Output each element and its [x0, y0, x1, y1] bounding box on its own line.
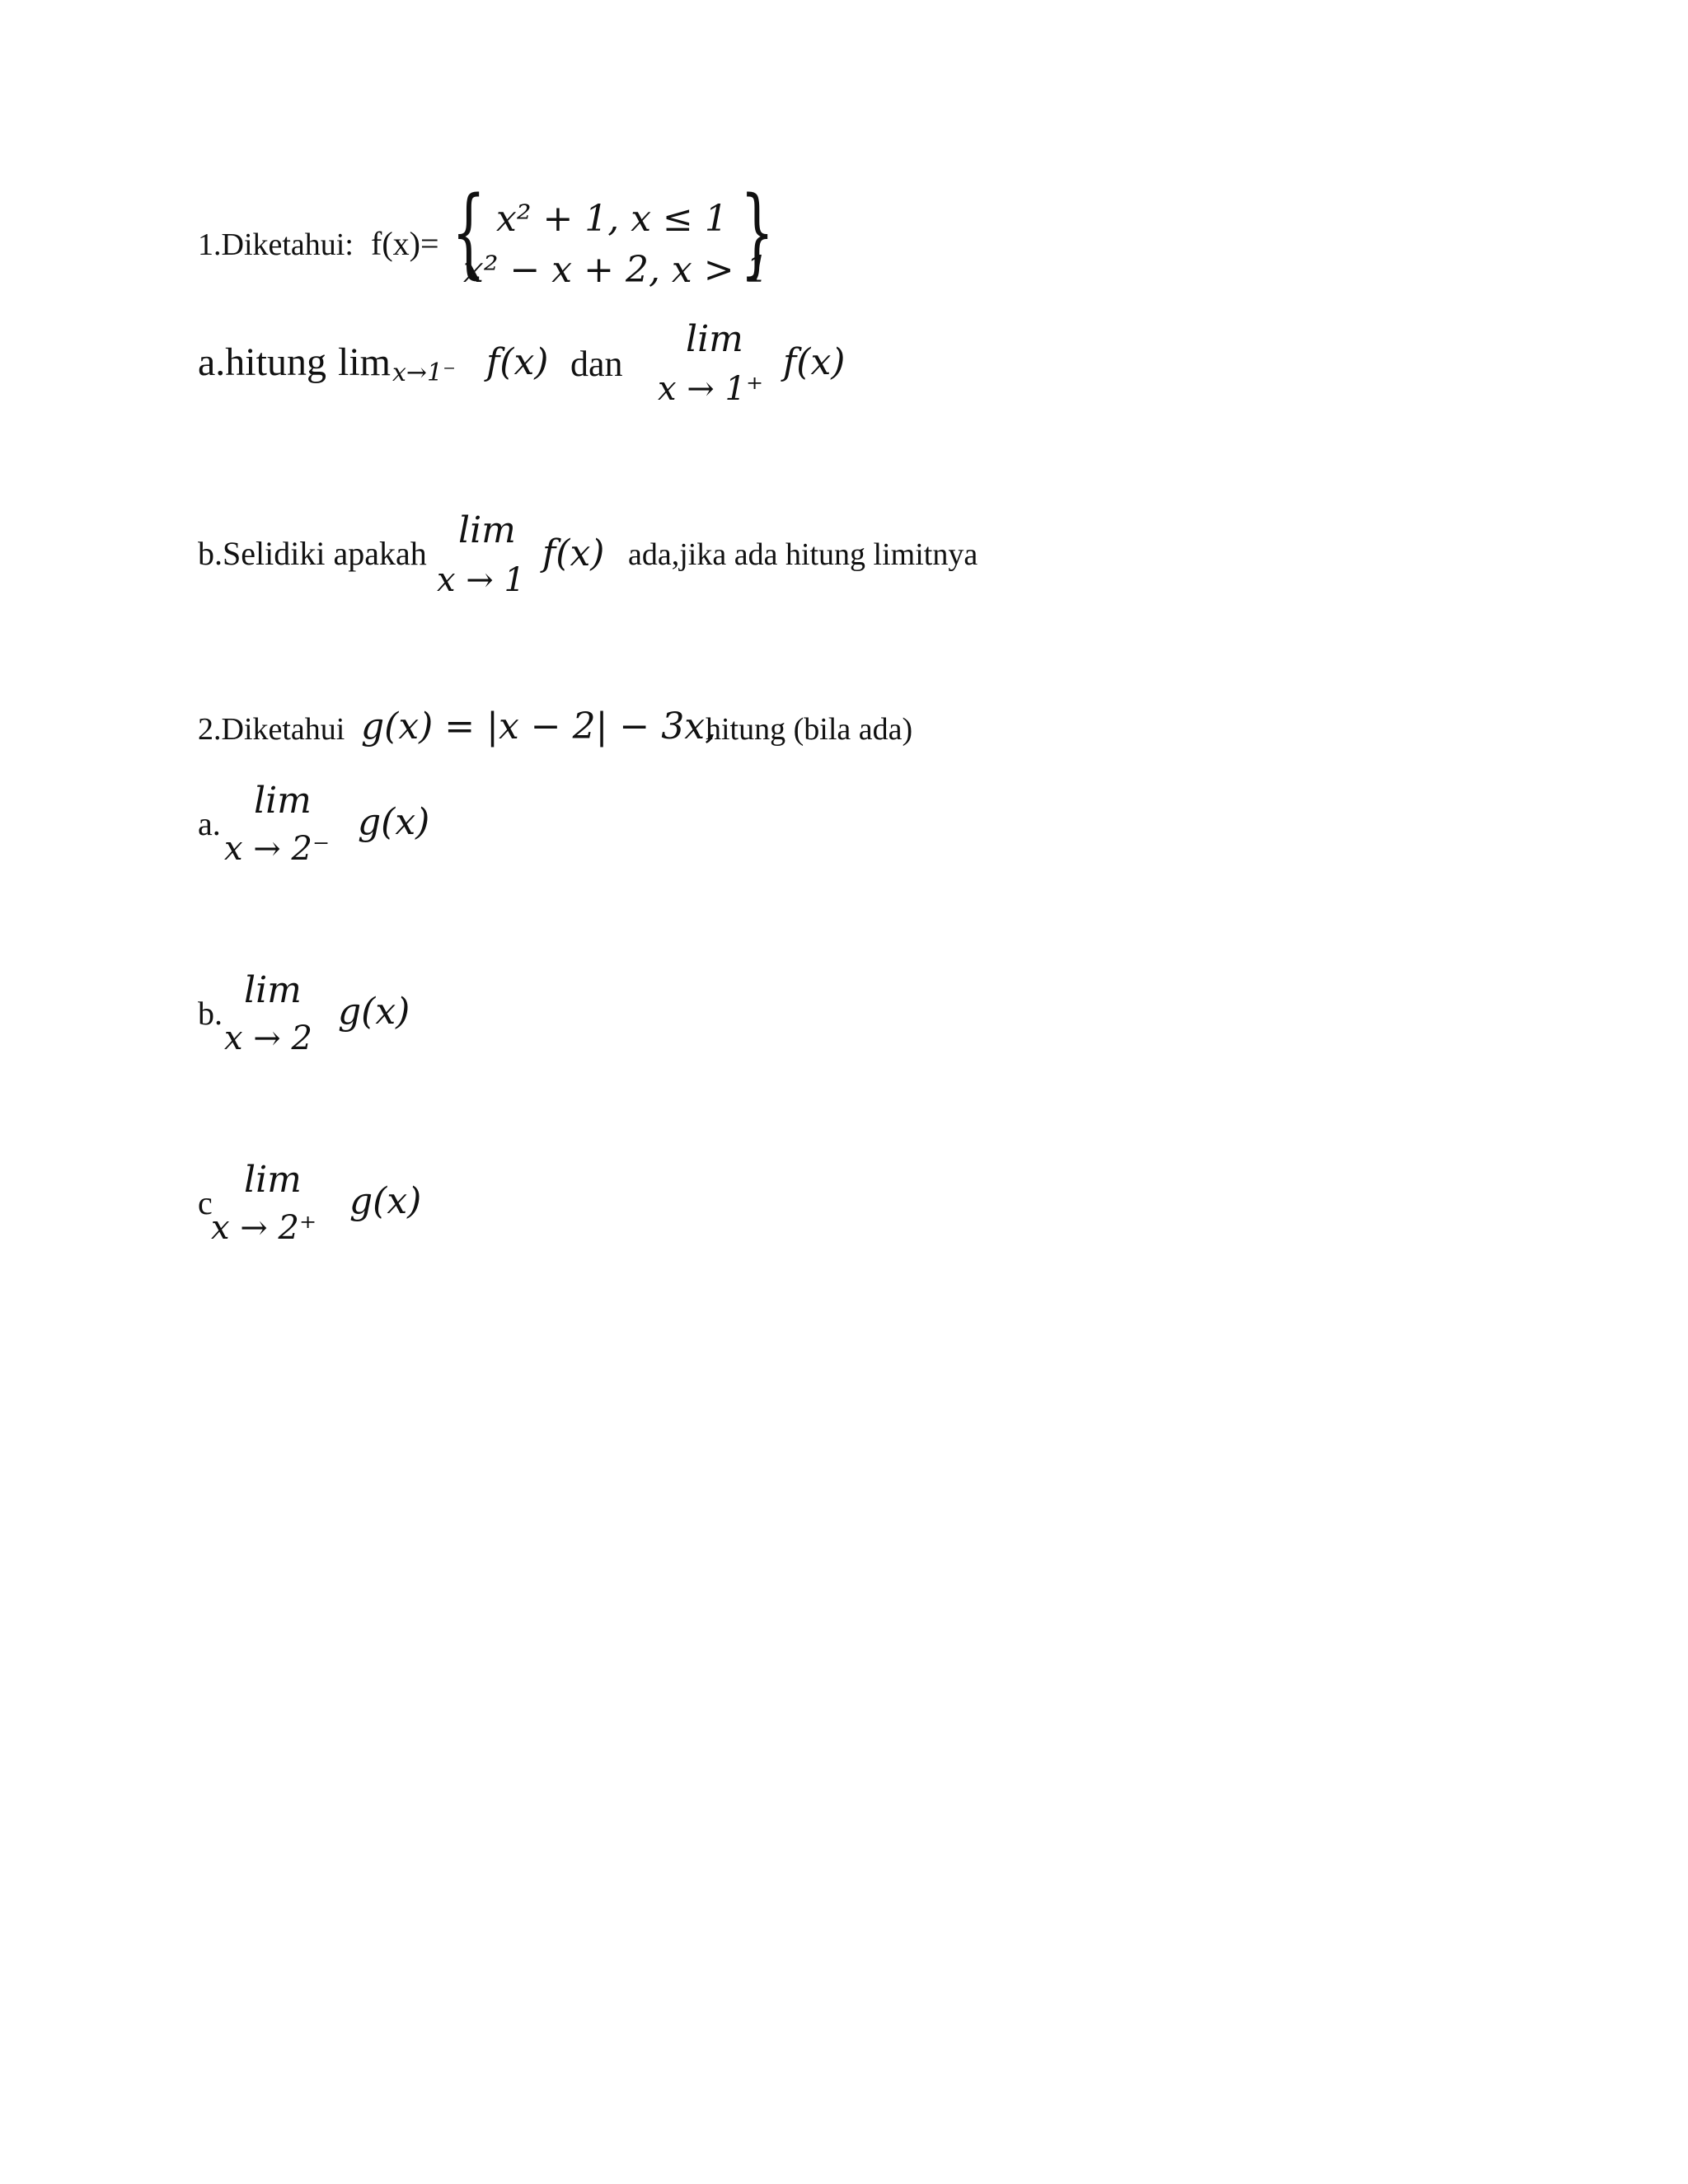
part-a-lim2-word: lim [686, 318, 743, 360]
item-b-label: b. [198, 995, 223, 1032]
left-brace: { [452, 175, 486, 288]
piecewise-case-1: x² + 1, x ≤ 1 [496, 198, 728, 240]
part-a-expr-1: f(x) [486, 341, 549, 383]
item-b-lim-below: x → 2 [224, 1019, 312, 1057]
item-a-expr: g(x) [358, 801, 430, 843]
item-c-lim-word: lim [244, 1159, 302, 1201]
item-c-label: c [198, 1184, 213, 1221]
part-b-prefix: b.Selidiki apakah [198, 535, 427, 572]
part-b-lim-word: lim [458, 509, 516, 551]
item-b-lim-word: lim [244, 969, 302, 1011]
part-a-lim-word: lim [338, 340, 392, 384]
part-b-suffix: ada,jika ada hitung limitnya [628, 537, 978, 572]
item-b-expr: g(x) [338, 991, 410, 1033]
problem2-suffix: hitung (bila ada) [706, 712, 913, 747]
part-b-expr: f(x) [542, 532, 605, 574]
item-c-lim-below: x → 2⁺ [211, 1209, 317, 1247]
problem2-intro: 2.Diketahui [198, 712, 345, 747]
problem2-function: g(x) = |x − 2| − 3x, [361, 705, 717, 748]
part-a-dan: dan [570, 344, 623, 384]
problem1-func-label: f(x)= [371, 225, 439, 262]
part-b-lim-below: x → 1 [437, 561, 525, 599]
item-a-lim-below: x → 2⁻ [224, 830, 331, 868]
item-c-expr: g(x) [349, 1180, 422, 1222]
part-a-prefix: a.hitung [198, 340, 326, 384]
problem1-intro: 1.Diketahui: [198, 227, 354, 262]
part-a-lim2-below: x → 1⁺ [658, 370, 764, 408]
right-brace: } [740, 175, 775, 288]
part-a-lim-subscript: x→1⁻ [392, 359, 456, 387]
item-a-label: a. [198, 805, 221, 842]
item-a-lim-word: lim [254, 780, 312, 822]
piecewise-case-2: x² − x + 2, x > 1 [463, 249, 769, 291]
part-a-expr-2: f(x) [783, 341, 846, 383]
